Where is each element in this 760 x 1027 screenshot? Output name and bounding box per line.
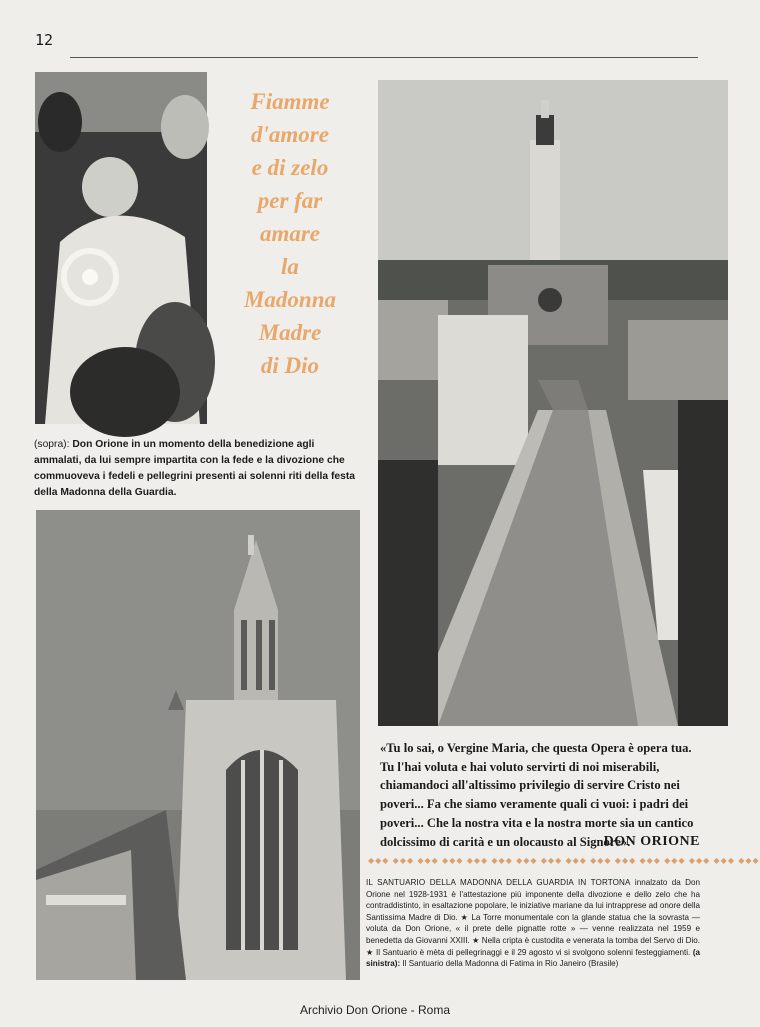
caption-bottom (366, 877, 700, 970)
header-rule (70, 57, 698, 58)
headline-line: la (281, 254, 299, 279)
photo-procession (378, 80, 728, 726)
headline (230, 85, 350, 382)
photo-benediction (35, 72, 207, 424)
caption-bottom-body: innalzato da Don Orione nel 1928-1931 è l'attestazione più imponente della divozione e dello zelo che ha contraddistinto, in esaltazione popolare, le iniziative mariane da lui intrapprese ad onore della Santissima Madre di Dio. ★ La Torre monumentale con la glande statua che la sovrasta — voluta da Don Orione, « il prete delle pignatte rotte » — venne realizzata nel 1959 e benedetta da Giovanni XXIII. ★ Nella cripta è custodita e venerata la tomba del Servo di Dio. ★ Il Santuario è mèta di pellegrinaggi e il 29 agosto vi si svolgono solenni festeggiamenti. (366, 878, 700, 957)
headline-line: Fiamme (250, 89, 330, 114)
caption-top (34, 437, 364, 501)
caption-top-text: Don Orione in un momento della benedizione agli ammalati, da lui sempre impartita con la fede e la divozione che commuoveva i fedeli e pellegrini presenti ai solenni riti della festa della Madonna della Guardia. (34, 439, 356, 498)
quote-author: DON ORIONE (603, 834, 700, 849)
headline-line: Madonna (243, 287, 337, 312)
page-number: 12 (35, 31, 54, 49)
headline-line: per far (257, 188, 323, 213)
caption-bottom-label: (a sinistra): (366, 947, 701, 969)
quote-text: «Tu lo sai, o Vergine Maria, che questa Opera è opera tua. Tu l'hai voluta e hai voluto servirti di noi miserabili, chiamandoci all'altissimo privilegio di servire Cristo nei poveri... Fa che siamo veramente quali ci vuoi: i padri dei poveri... Che la nostra vita e la nostra morte sia un cantico dolcissimo di carità e un olocausto al Signore». (380, 741, 694, 849)
headline-line: Madre (258, 320, 322, 345)
caption-top-label: (sopra): (34, 439, 70, 450)
caption-bottom-title: IL SANTUARIO DELLA MADONNA DELLA GUARDIA IN TORTONA (366, 878, 631, 887)
photo-church-fatima (36, 510, 360, 980)
headline-line: amare (259, 221, 321, 246)
headline-line: e di zelo (251, 155, 329, 180)
ornament-divider: ◆◆◆ ◆◆◆ ◆◆◆ ◆◆◆ ◆◆◆ ◆◆◆ ◆◆◆ ◆◆◆ ◆◆◆ ◆◆◆ ◆◆◆ ◆◆◆ ◆◆◆ ◆◆◆ ◆◆◆ ◆◆◆ (368, 856, 760, 865)
archive-footer: Archivio Don Orione - Roma (299, 1003, 451, 1017)
caption-bottom-tail: Il Santuario della Madonna di Fatima in Rio Janeiro (Brasile) (402, 959, 619, 969)
headline-line: di Dio (260, 353, 320, 378)
headline-line: d'amore (251, 122, 329, 147)
